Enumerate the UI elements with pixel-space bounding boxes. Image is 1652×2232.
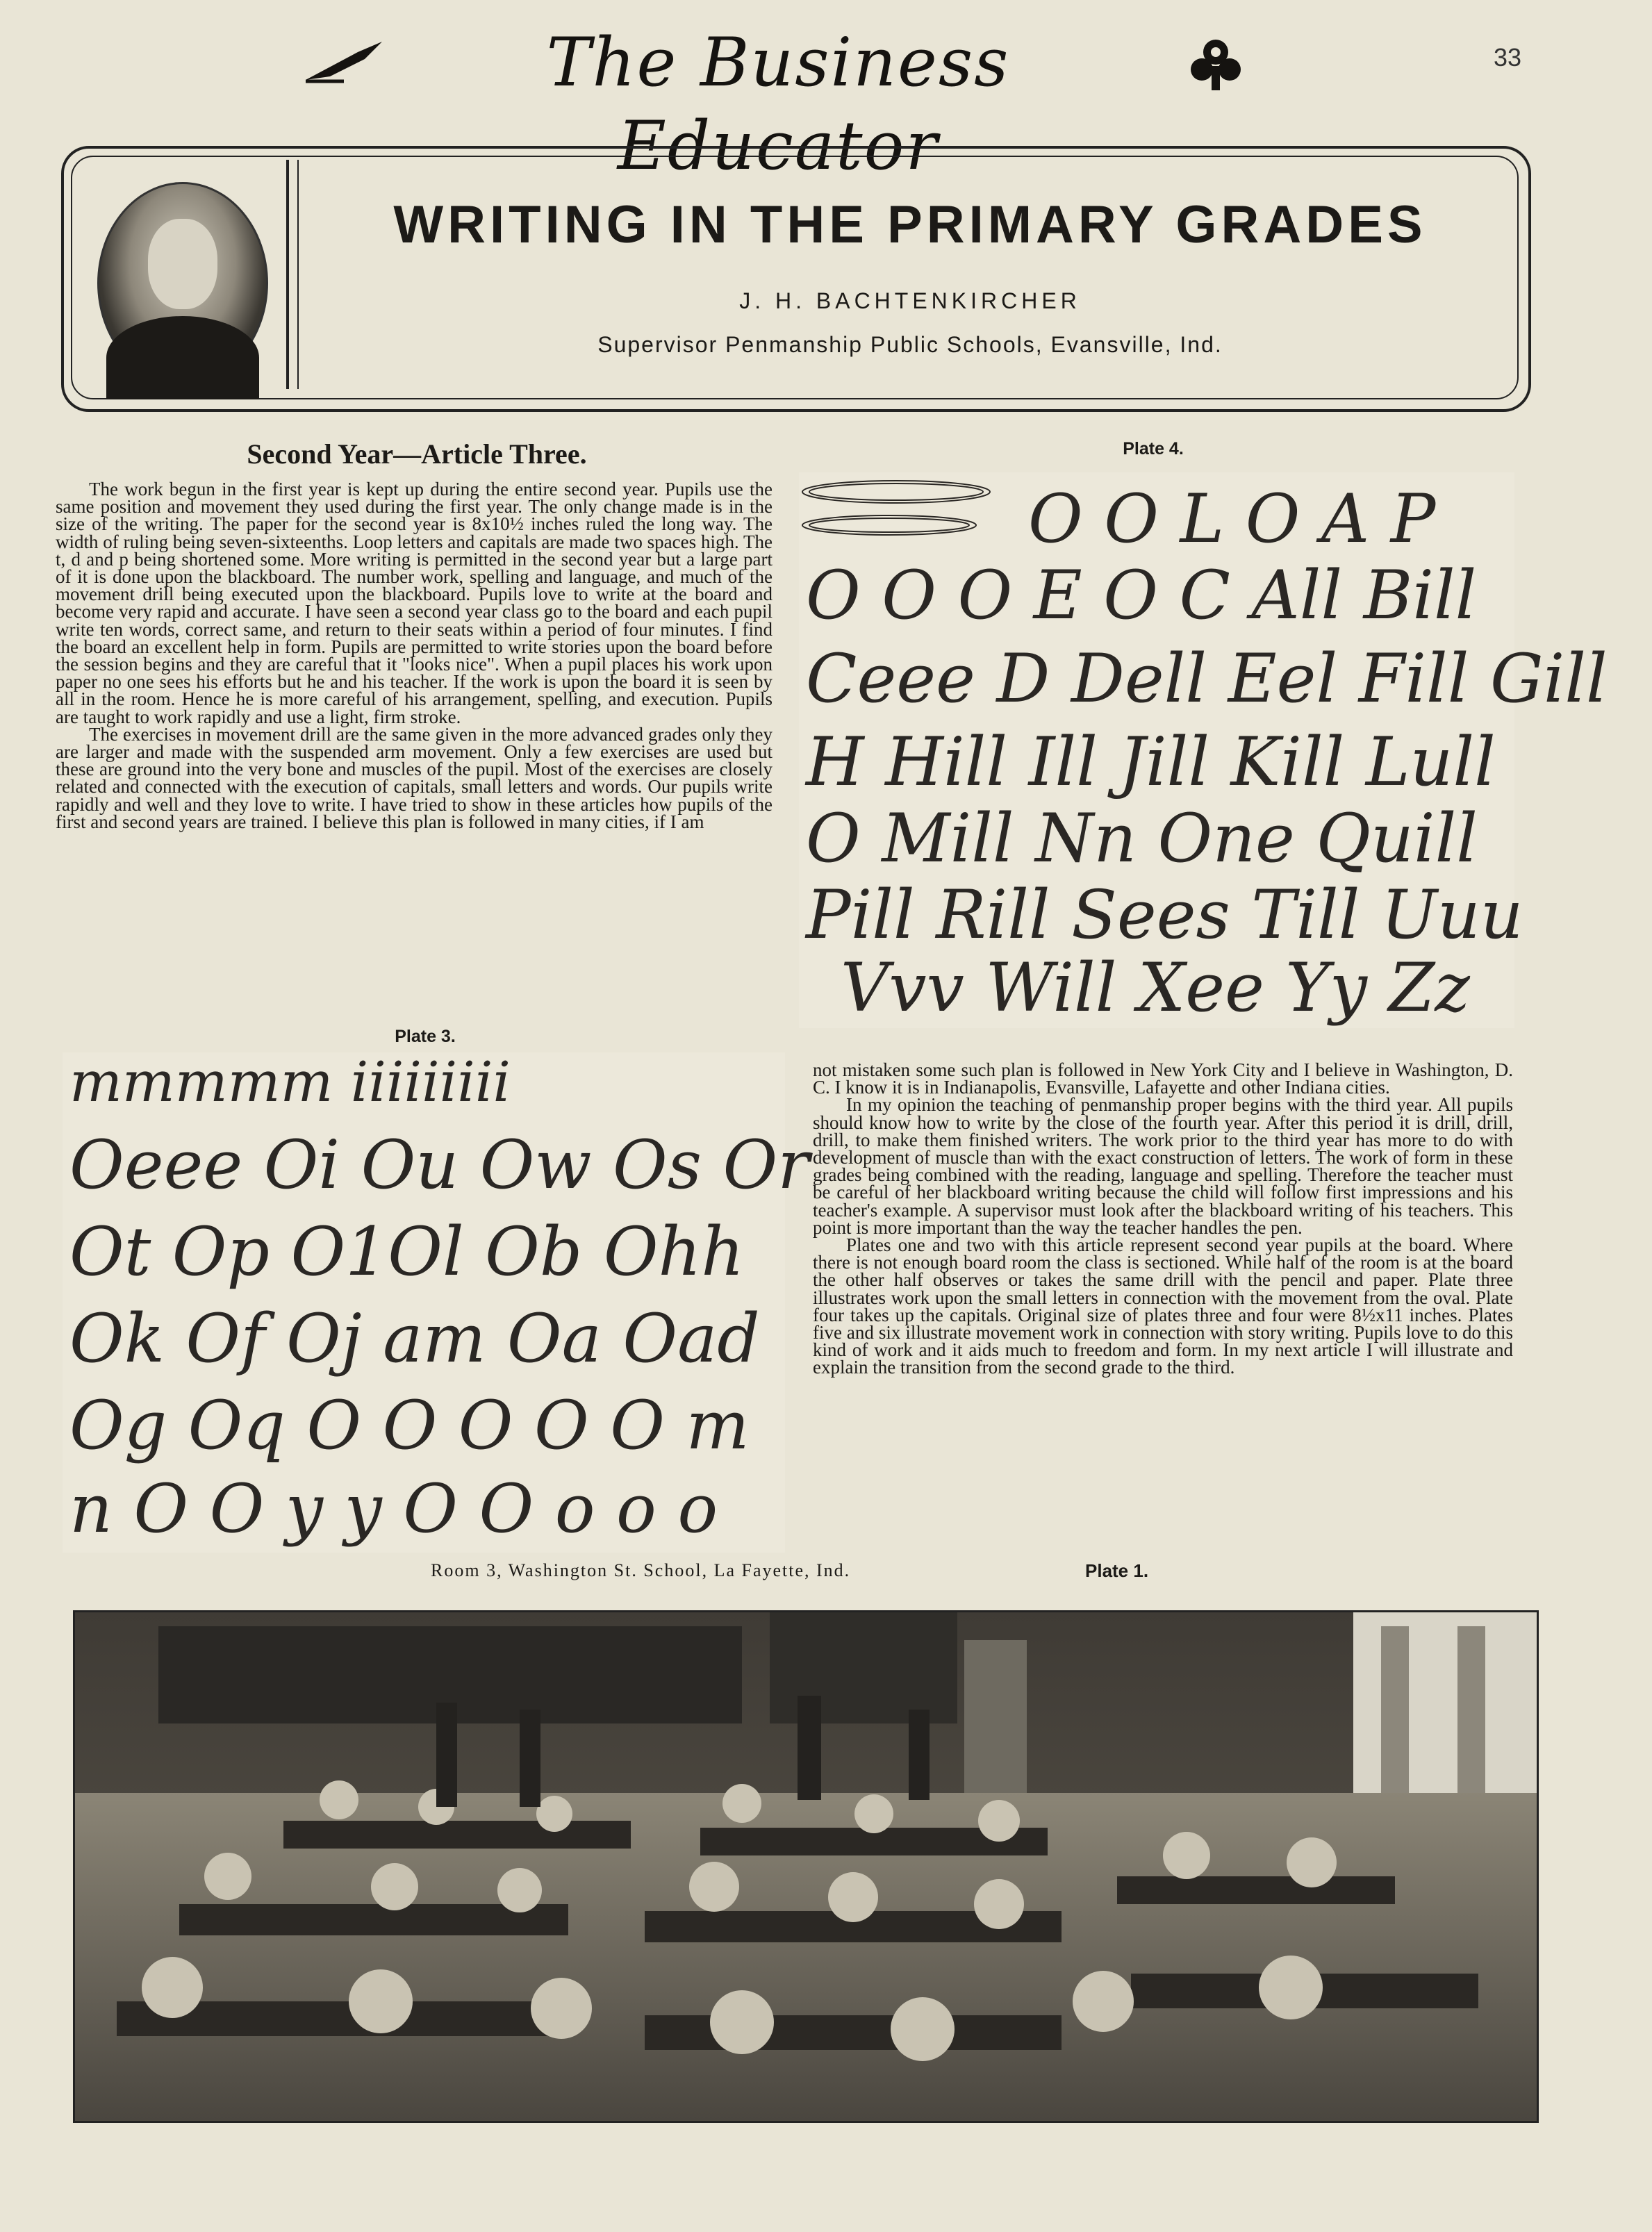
plate-1-label: Plate 1. bbox=[1085, 1560, 1149, 1581]
plate-3-line: Ot Op O1Ol Ob Ohh bbox=[69, 1213, 745, 1291]
quill-pen-icon bbox=[302, 38, 386, 87]
plate-3-line: Ok Of Oj am Oa Oad bbox=[69, 1300, 760, 1378]
masthead-title: The Business Educator bbox=[546, 24, 1010, 185]
page-number: 33 bbox=[1494, 43, 1522, 72]
paragraph: The exercises in movement drill are the same given in the more advanced grades only they are larger and made with the suspended arm movement. Only a few exercises are used but these are ground into the very bone and muscles of the pupil. Most of the exercises are closely related and connected with the execution of capitals, small letters and words. Our pupils write rapidly and well and they love to write. I have tried to show in these articles how pupils of the first and second years are trained. I believe this plan is followed in many cities, if I am bbox=[56, 723, 773, 832]
article-author: J. H. BACHTENKIRCHER bbox=[739, 288, 1081, 313]
photo-caption: Room 3, Washington St. School, La Fayette, Ind. bbox=[431, 1560, 851, 1580]
plate-3-specimen bbox=[63, 1050, 810, 1553]
plate-4-line: Ceee D Dell Eel Fill Gill bbox=[806, 640, 1608, 718]
paragraph: Plates one and two with this article represent second year pupils at the board. Where there is not enough board room the class is sectioned. While half of the room is at the board the other half observes or takes the same drill with the pencil and paper. Plate three illustrates work upon the small letters in connection with the movement from the oval. Plate four takes up the capitals. Original size of plates three and four were 8½x11 inches. Plates five and six illustrate movement work in connection with story writing. Pupils love to do this kind of work and it aids much to freedom and form. In my next article I will illustrate and explain the transition from the second grade to the third. bbox=[813, 1234, 1513, 1378]
frame-divider bbox=[286, 160, 289, 389]
plate-4-line: O O O E O C All Bill bbox=[806, 556, 1477, 634]
paragraph: The work begun in the first year is kept up during the entire second year. Pupils use the same position and movement they used during the first year. The only change made is in the size of the writing. The paper for the second year is 8x10½ inches ruled the long way. The width of ruling being seven-sixteenths. Loop letters and capitals are made two spaces high. The t, d and p being shortened some. More writing is permitted in the second year but a large part of it is done upon the blackboard. The number work, spelling and language, and much of the movement drill being executed upon the blackboard. Pupils love to write at the board and become very rapid and accurate. I have seen a second year class go to the board and each pupil write ten words, correct same, and return to their seats within a period of four minutes. I find the board an excellent help in form. Pupils are permitted to write stories upon the board before the session begins and they are careful that it "looks nice". When a pupil places his work upon paper no one sees his efforts but he and his teacher. If the work is upon the board it is seen by all in the room. Hence he is more careful of his arrangement, spelling, and execution. Pupils are taught to work rapidly and use a light, firm stroke. bbox=[56, 479, 773, 727]
plate-4-specimen bbox=[799, 472, 1608, 1028]
plate-4-label: Plate 4. bbox=[1123, 439, 1184, 458]
frame-divider bbox=[297, 160, 299, 389]
plate-4-line: O Mill Nn One Quill bbox=[806, 800, 1478, 877]
paragraph: not mistaken some such plan is followed in New York City and I believe in Washington, D. C. I know it is in Indianapolis, Evansville, Lafayette and other Indiana cities. bbox=[813, 1059, 1513, 1098]
classroom-photo bbox=[73, 1610, 1539, 2123]
plate-3-line: mmmmm iiiiiiiii bbox=[69, 1050, 511, 1114]
author-portrait bbox=[97, 182, 268, 384]
section-heading: Second Year—Article Three. bbox=[247, 438, 587, 470]
plate-4-line: O O L O A P bbox=[1028, 480, 1436, 558]
plate-3-line: Oeee Oi Ou Ow Os Or bbox=[69, 1126, 810, 1204]
plate-4-line: Pill Rill Sees Till Uuu bbox=[806, 876, 1523, 954]
body-column-1 bbox=[56, 481, 773, 831]
plate-3-line: n O O y y O O o o o bbox=[69, 1470, 718, 1548]
author-role: Supervisor Penmanship Public Schools, Evansville, Ind. bbox=[597, 332, 1223, 357]
plate-4-line: H Hill Ill Jill Kill Lull bbox=[806, 723, 1496, 801]
plate-3-label: Plate 3. bbox=[395, 1027, 456, 1046]
article-title: WRITING IN THE PRIMARY GRADES bbox=[393, 195, 1427, 254]
plate-3-line: Og Oq O O O O O m bbox=[69, 1387, 750, 1464]
plate-4-line: Vvv Will Xee Yy Zz bbox=[841, 949, 1470, 1027]
paragraph: In my opinion the teaching of penmanship proper begins with the third year. All pupils should know how to write by the close of the fourth year. After this period it is drill, drill, drill, to make them finished writers. The work prior to the third year has more to do with development of muscle than with the exact construction of letters. The work of form in these grades being combined with the reading, language and spelling. Therefore the teacher must be careful of her blackboard writing because the child will follow first impressions and his teacher's example. A supervisor must look after the blackboard writing of his teachers. This point is more important than the way the teacher handles the pen. bbox=[813, 1094, 1513, 1238]
crest-icon bbox=[1181, 28, 1250, 97]
body-column-2 bbox=[813, 1061, 1513, 1377]
